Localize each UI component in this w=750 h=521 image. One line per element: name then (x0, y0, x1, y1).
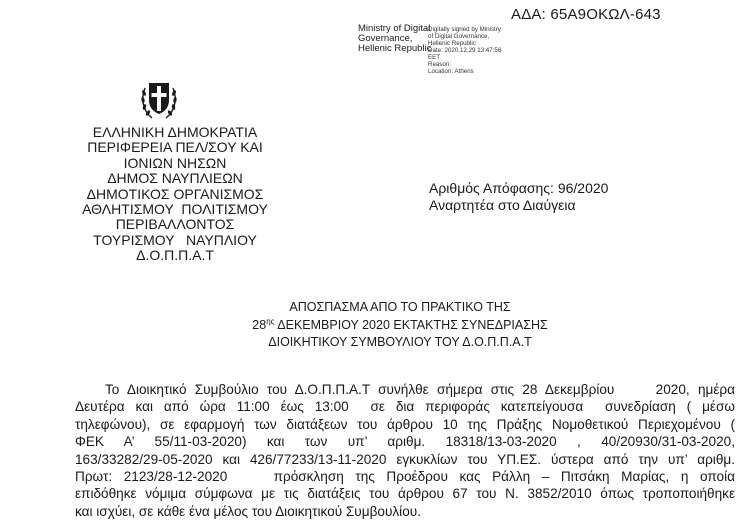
issuer-line: ΠΕΡΙΦΕΡΕΙΑ ΠΕΛ/ΣΟΥ ΚΑΙ (87, 139, 263, 156)
body-line: Το Διοικητικό Συμβούλιο του Δ.Ο.Π.Π.Α.Τ συνήλθε σήμερα στις 28 Δεκεμβρίου 2020, ημέρα (105, 382, 735, 397)
ministry-line: Hellenic Republic (358, 43, 432, 54)
signature-ministry-label (358, 23, 432, 54)
title-line-1: ΑΠΟΣΠΑΣΜΑ ΑΠΟ ΤΟ ΠΡΑΚΤΙΚΟ ΤΗΣ (289, 300, 511, 314)
ministry-line: Ministry of Digital (358, 23, 431, 34)
body-line: Δευτέρα και από ώρα 11:00 έως 13:00 σε δια περιφοράς κατεπείγουσα συνεδρίαση ( μέσω (75, 399, 735, 415)
greek-coat-of-arms-icon (138, 78, 180, 122)
ministry-line: Governance, (358, 33, 413, 44)
body-line: επιδόθηκε νόμιμα σύμφωνα με τις διατάξεις του άρθρου 67 του Ν. 3852/2010 όπως τροποποιήθηκε (75, 486, 735, 502)
issuer-line: ΔΗΜΟΣ ΝΑΥΠΛΙΕΩΝ (107, 170, 243, 187)
signature-line: Reason: (428, 61, 452, 68)
title-line-3: ΔΙΟΙΚΗΤΙΚΟΥ ΣΥΜΒΟΥΛΙΟΥ ΤΟΥ Δ.Ο.Π.Π.Α.Τ (268, 335, 532, 349)
decision-number: Αριθμός Απόφασης: 96/2020 (429, 180, 609, 196)
ada-code: ΑΔΑ: 65Α9ΟΚΩΛ-643 (511, 6, 661, 23)
signature-line: Digitally signed by Ministry (428, 26, 501, 33)
signature-line: Date: 2020.12.29 13:47:56 (428, 47, 502, 54)
signature-line: Location: Athens (428, 68, 474, 75)
issuer-line: ΤΟΥΡΙΣΜΟΥ ΝΑΥΠΛΙΟΥ (93, 231, 257, 248)
diavgeia-posting-note: Αναρτητέα στο Διαύγεια (429, 197, 576, 213)
issuer-line: ΔΗΜΟΤΙΚΟΣ ΟΡΓΑΝΙΣΜΟΣ (86, 185, 264, 202)
signature-line: Hellenic Republic (428, 40, 476, 47)
title-day-suffix: ης (266, 316, 275, 326)
issuer-line: ΑΘΛΗΤΙΣΜΟΥ ΠΟΛΙΤΙΣΜΟΥ (82, 201, 268, 218)
signature-line: EET (428, 54, 441, 61)
issuer-line: ΠΕΡΙΒΑΛΛΟΝΤΟΣ (115, 216, 235, 233)
body-line: τηλεφώνου), σε εφαρμογή των διατάξεων του άρθρου 10 της Πράξης Νομοθετικού Περιεχομένου ( (75, 416, 735, 432)
document-title (180, 299, 620, 352)
body-paragraph (75, 381, 735, 520)
body-line: και ισχύει, σε κάθε ένα μέλος του Διοικητικού Συμβουλίου. (75, 503, 421, 519)
title-line-2-rest: ΔΕΚΕΜΒΡΙΟΥ 2020 ΕΚΤΑΚΤΗΣ ΣΥΝΕΔΡΙΑΣΗΣ (274, 317, 548, 332)
issuer-line: Δ.Ο.Π.Π.Α.Τ (136, 247, 214, 264)
issuer-line: ΕΛΛΗΝΙΚΗ ΔΗΜΟΚΡΑΤΙΑ (92, 124, 258, 140)
title-line-2 (180, 317, 620, 335)
body-line: ΦΕΚ Α’ 55/11-03-2020) και των υπ’ αριθμ. 18318/13-03-2020 , 40/20930/31-03-2020, (75, 434, 735, 450)
decision-info (429, 180, 608, 214)
body-line: 163/33282/29-05-2020 και 426/77233/13-11-2020 εγκυκλίων του ΥΠ.ΕΣ. ύστερα από την υπ’ αριθμ. (75, 451, 735, 467)
title-day: 28 (252, 317, 267, 332)
digital-signature-details (428, 26, 538, 75)
signature-line: of Digital Governance, (428, 33, 490, 40)
issuer-block (30, 125, 320, 264)
issuer-line: ΙΟΝΙΩΝ ΝΗΣΩΝ (123, 154, 227, 171)
body-line: Πρωτ: 2123/28-12-2020 πρόσκληση της Προέδρου κας Ράλλη – Πιτσάκη Μαρίας, η οποία (75, 469, 735, 485)
